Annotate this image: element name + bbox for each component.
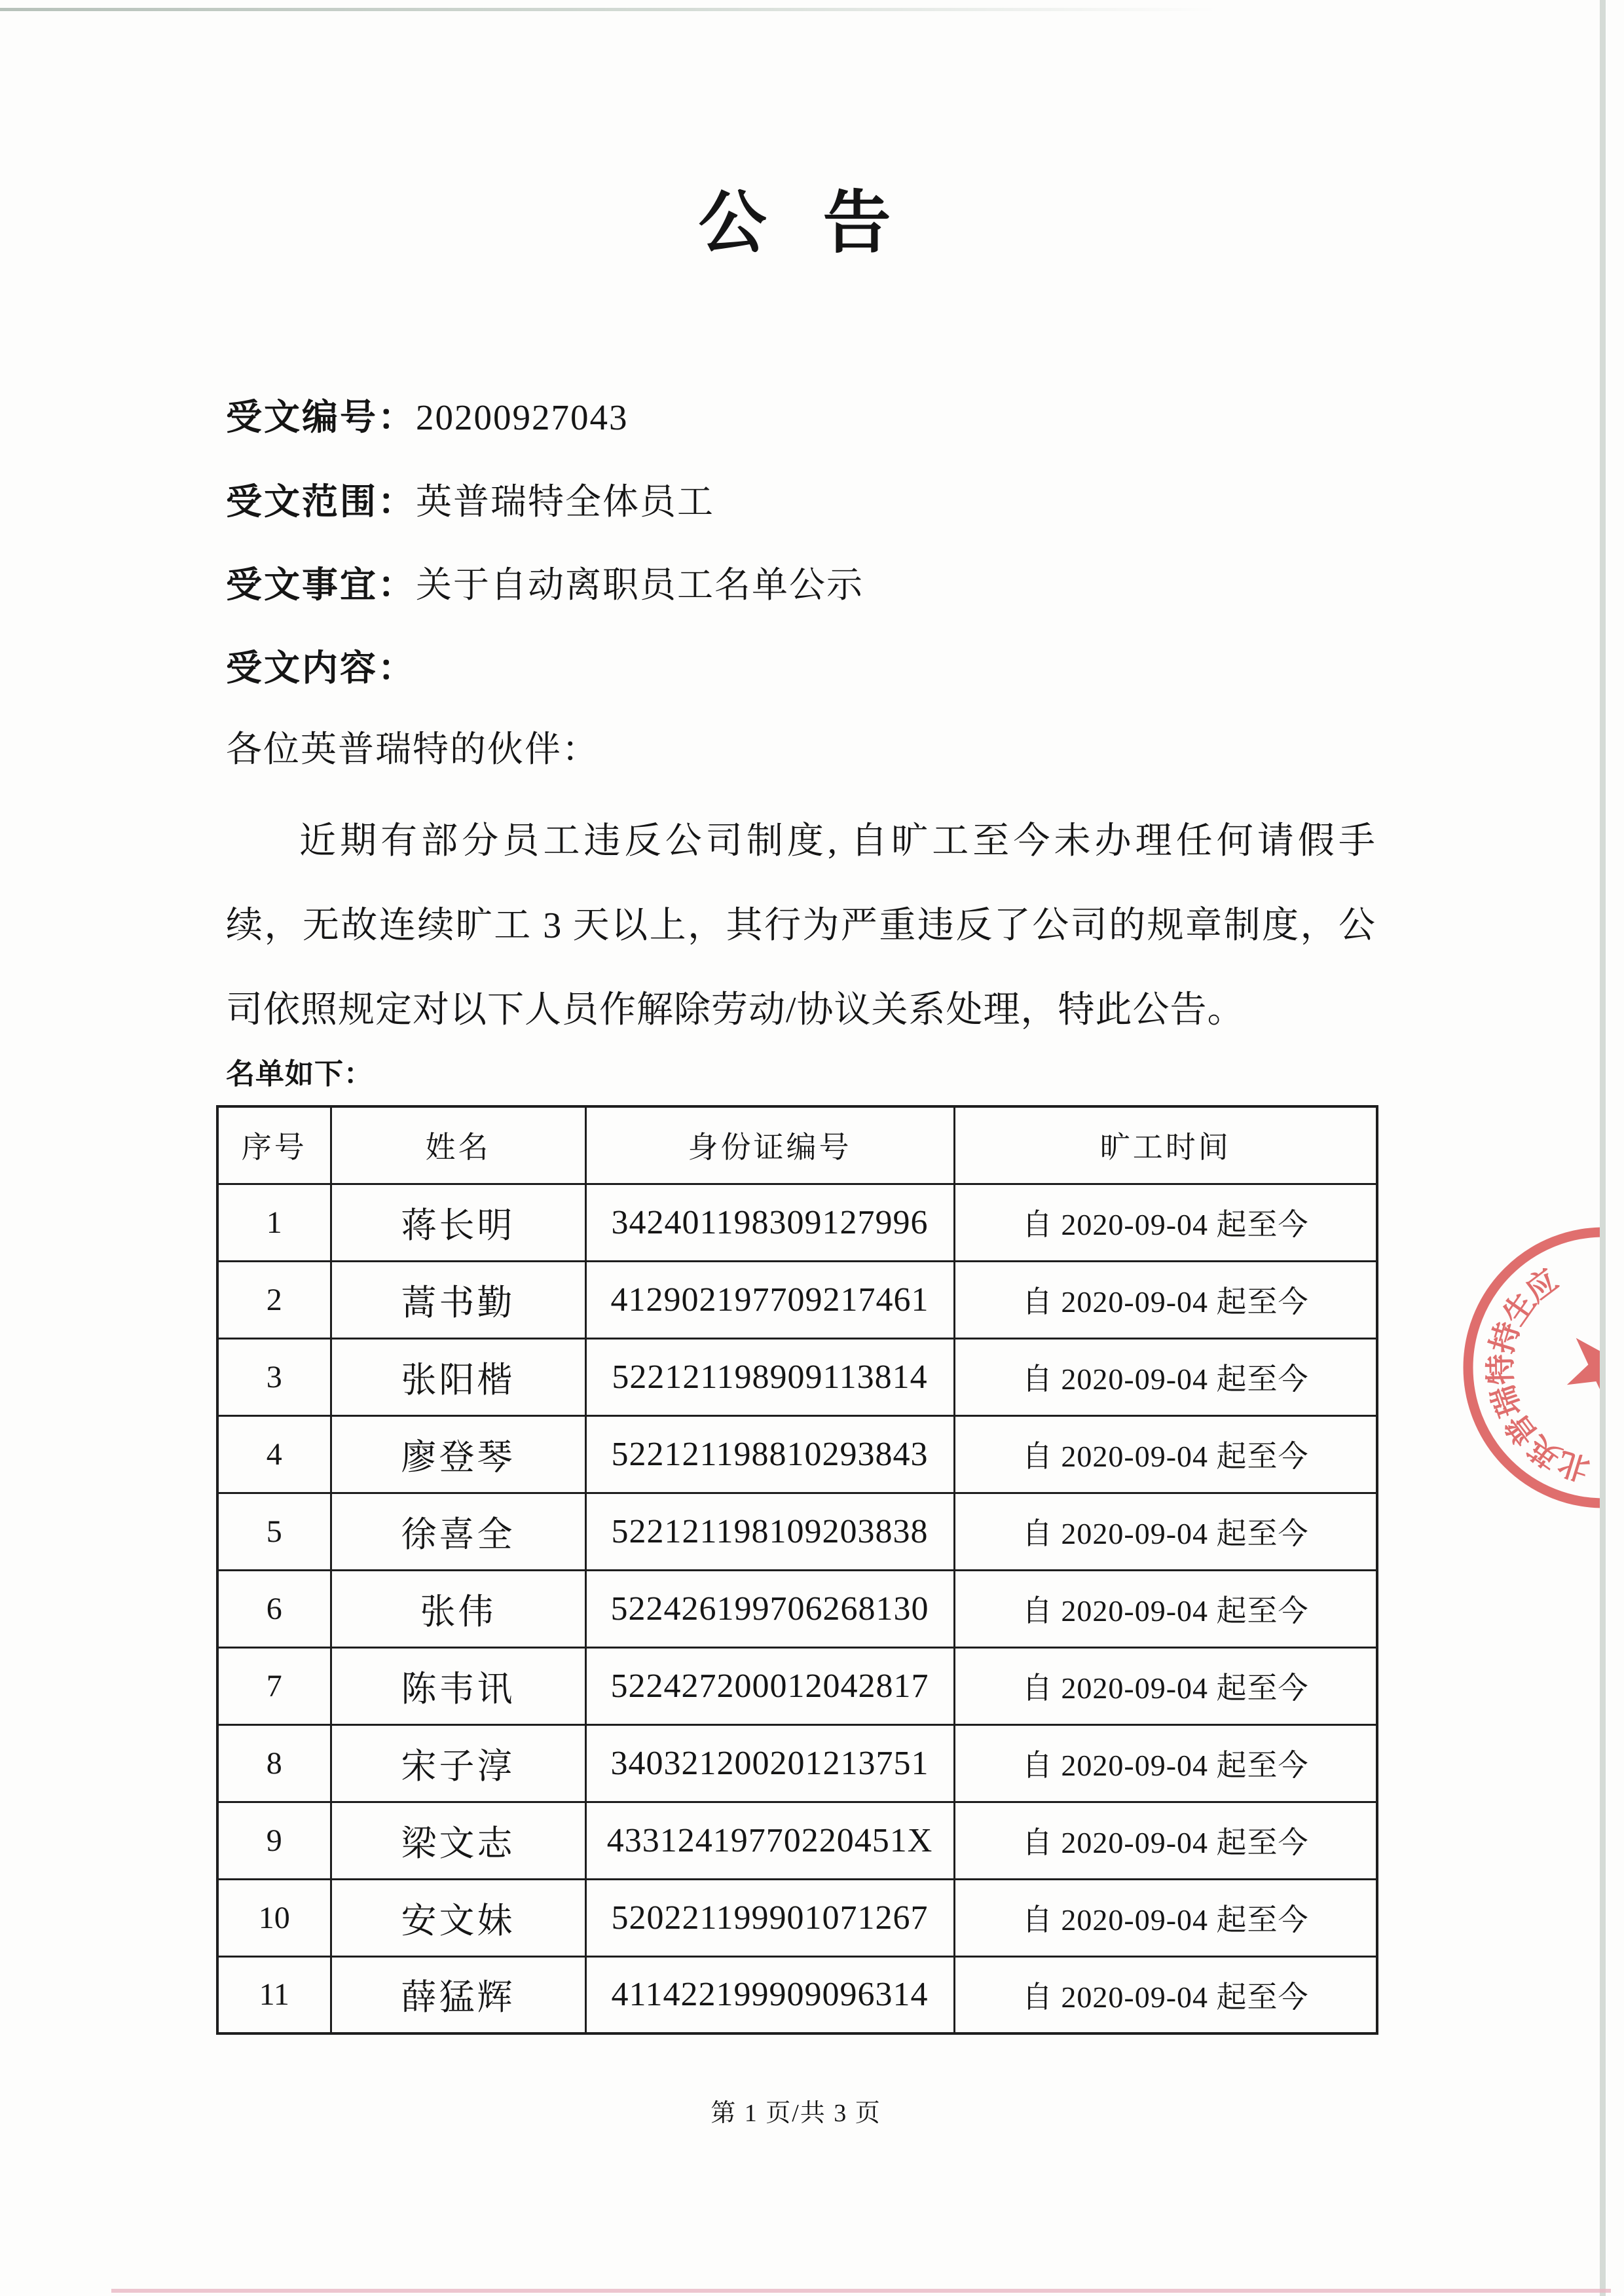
cell-absence-time: 自 2020-09-04 起至今 (954, 1570, 1377, 1647)
field-doc-number (226, 388, 629, 440)
scan-artifact-bottom-line (111, 2289, 1611, 2293)
cell-index: 5 (217, 1493, 331, 1570)
field-doc-number-value: 20200927043 (416, 397, 629, 437)
field-scope-label: 受文范围： (226, 482, 416, 522)
roster-table (216, 1105, 1378, 2035)
cell-id-number: 522121198909113814 (585, 1338, 954, 1415)
header-index: 序号 (217, 1106, 331, 1184)
seal-arc-glyph: 生 (1497, 1286, 1543, 1332)
cell-id-number: 340321200201213751 (585, 1724, 954, 1802)
field-scope-value: 英普瑞特全体员工 (416, 482, 715, 522)
cell-name: 安文妹 (331, 1879, 585, 1956)
table-row (217, 1802, 1377, 1879)
cell-name: 廖登琴 (331, 1415, 585, 1493)
cell-name: 张阳楷 (331, 1338, 585, 1415)
table-row (217, 1415, 1377, 1493)
cell-id-number: 412902197709217461 (585, 1261, 954, 1338)
field-doc-number-label: 受文编号： (226, 397, 416, 437)
cell-id-number: 520221199901071267 (585, 1879, 954, 1956)
field-content-label: 受文内容： (226, 648, 416, 688)
cell-absence-time: 自 2020-09-04 起至今 (954, 1724, 1377, 1802)
cell-absence-time: 自 2020-09-04 起至今 (954, 1184, 1377, 1261)
field-subject (226, 556, 864, 608)
cell-absence-time: 自 2020-09-04 起至今 (954, 1647, 1377, 1724)
cell-name: 张伟 (331, 1570, 585, 1647)
cell-index: 7 (217, 1647, 331, 1724)
table-row (217, 1493, 1377, 1570)
cell-absence-time: 自 2020-09-04 起至今 (954, 1956, 1377, 2033)
seal-arc-glyph: 普 (1499, 1406, 1545, 1452)
field-content (226, 639, 416, 691)
cell-absence-time: 自 2020-09-04 起至今 (954, 1415, 1377, 1493)
cell-id-number: 522121198109203838 (585, 1493, 954, 1570)
header-id-number: 身份证编号 (585, 1106, 954, 1184)
cell-index: 6 (217, 1570, 331, 1647)
header-absence-time: 旷工时间 (954, 1106, 1377, 1184)
salutation: 各位英普瑞特的伙伴： (226, 729, 600, 769)
cell-id-number: 411422199909096314 (585, 1956, 954, 2033)
seal-arc-glyph: 英 (1522, 1429, 1568, 1474)
cell-absence-time: 自 2020-09-04 起至今 (954, 1261, 1377, 1338)
seal-arc-glyph: 特 (1484, 1353, 1519, 1385)
header-name: 姓名 (331, 1106, 585, 1184)
table-row (217, 1724, 1377, 1802)
cell-name: 薛猛辉 (331, 1956, 585, 2033)
cell-name: 陈韦讯 (331, 1647, 585, 1724)
cell-id-number: 522426199706268130 (585, 1570, 954, 1647)
table-row (217, 1956, 1377, 2033)
cell-absence-time: 自 2020-09-04 起至今 (954, 1879, 1377, 1956)
company-seal-stamp (1441, 1211, 1600, 1525)
table-row (217, 1879, 1377, 1956)
seal-arc-glyph: 应 (1519, 1263, 1565, 1309)
seal-star (1551, 1319, 1600, 1419)
cell-index: 8 (217, 1724, 331, 1802)
cell-index: 11 (217, 1956, 331, 2033)
list-intro: 名单如下： (226, 1058, 373, 1090)
cell-name: 徐喜全 (331, 1493, 585, 1570)
seal-arc-glyph: 瑞 (1486, 1381, 1528, 1421)
paragraph-line-2: 续，无故连续旷工 3 天以上，其行为严重违反了公司的规章制度，公 (226, 905, 1376, 946)
cell-index: 2 (217, 1261, 331, 1338)
seal-arc-glyph: 北 (1554, 1444, 1594, 1487)
cell-name: 蒋长明 (331, 1184, 585, 1261)
table-row (217, 1184, 1377, 1261)
field-scope (226, 473, 714, 524)
paragraph-line-1: 近期有部分员工违反公司制度, 自旷工至今未办理任何请假手 (299, 821, 1376, 862)
cell-name: 蒿书勤 (331, 1261, 585, 1338)
field-subject-label: 受文事宜： (226, 565, 416, 605)
cell-index: 1 (217, 1184, 331, 1261)
cell-index: 10 (217, 1879, 331, 1956)
cell-absence-time: 自 2020-09-04 起至今 (954, 1802, 1377, 1879)
table-row (217, 1338, 1377, 1415)
cell-id-number: 342401198309127996 (585, 1184, 954, 1261)
cell-name: 梁文志 (331, 1802, 585, 1879)
table-row (217, 1261, 1377, 1338)
table-header-row (217, 1106, 1377, 1184)
cell-id-number: 522427200012042817 (585, 1647, 954, 1724)
cell-name: 宋子淳 (331, 1724, 585, 1802)
seal-arc-glyph: 持 (1485, 1318, 1527, 1358)
document-title: 公 告 (698, 186, 894, 261)
table-row (217, 1570, 1377, 1647)
table-row (217, 1647, 1377, 1724)
field-subject-value: 关于自动离职员工名单公示 (416, 565, 864, 605)
scan-artifact-right-line (1600, 0, 1606, 2296)
page-number-footer: 第 1 页/共 3 页 (710, 2100, 881, 2127)
cell-absence-time: 自 2020-09-04 起至今 (954, 1338, 1377, 1415)
cell-absence-time: 自 2020-09-04 起至今 (954, 1493, 1377, 1570)
cell-index: 3 (217, 1338, 331, 1415)
cell-id-number: 43312419770220451X (585, 1802, 954, 1879)
cell-index: 9 (217, 1802, 331, 1879)
cell-index: 4 (217, 1415, 331, 1493)
paragraph-line-3: 司依照规定对以下人员作解除劳动/协议关系处理，特此公告。 (226, 990, 1245, 1030)
cell-id-number: 522121198810293843 (585, 1415, 954, 1493)
scan-artifact-top-line (0, 8, 1218, 11)
